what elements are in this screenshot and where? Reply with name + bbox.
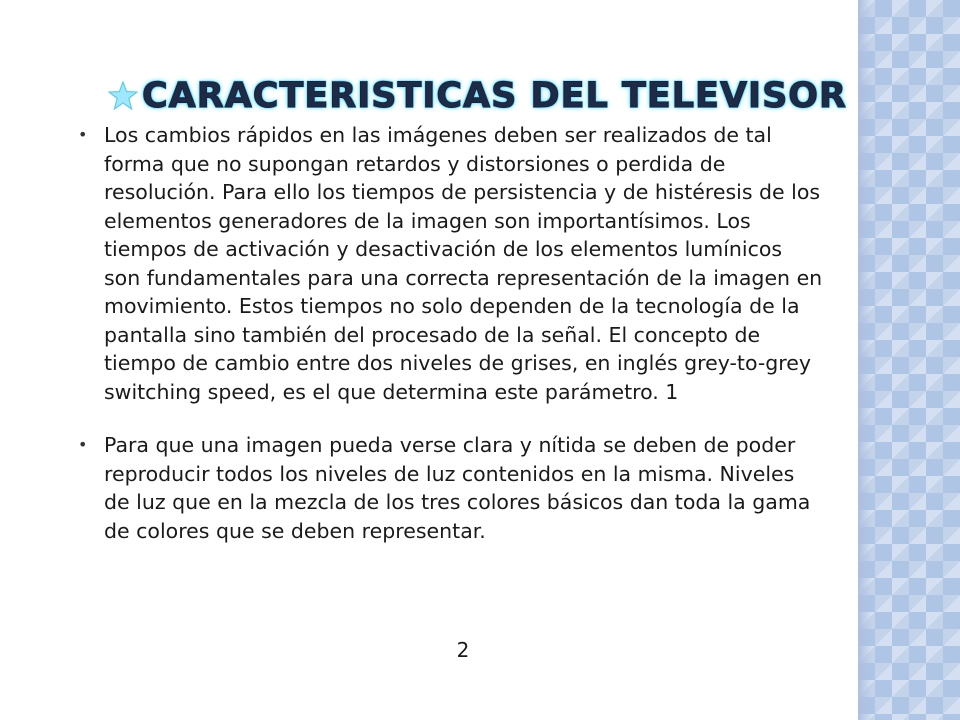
bullet-marker: •: [78, 125, 88, 144]
bullet-list: [74, 121, 824, 570]
page-number: 2: [456, 638, 470, 662]
bullet-marker: •: [78, 435, 88, 454]
slide-title: CARACTERISTICAS DEL TELEVISOR: [142, 76, 847, 116]
list-item: [74, 121, 824, 406]
bullet-text: Los cambios rápidos en las imágenes deben ser realizados de tal forma que no supongan retardos y distorsiones o perdida de resolución. Para ello los tiempos de persistencia y de histéresis de los elementos generadores de la imagen son importantísimos. Los tiempos de activación y desactivación de los elementos lumínicos son fundamentales para una correcta representación de la imagen en movimiento. Estos tiempos no solo dependen de la tecnología de la pantalla sino también del procesado de la señal. El concepto de tiempo de cambio entre dos niveles de grises, en inglés grey-to-grey switching speed, es el que determina este parámetro. 1: [104, 123, 823, 404]
star-icon: [108, 81, 138, 111]
list-item: [74, 431, 824, 545]
title-block: [108, 72, 847, 120]
bullet-text: Para que una imagen pueda verse clara y nítida se deben de poder reproducir todos los niveles de luz contenidos en la misma. Niveles de luz que en la mezcla de los tres colores básicos dan toda la gama de colores que se deben representar.: [104, 433, 811, 543]
decorative-side-panel: [858, 0, 960, 720]
